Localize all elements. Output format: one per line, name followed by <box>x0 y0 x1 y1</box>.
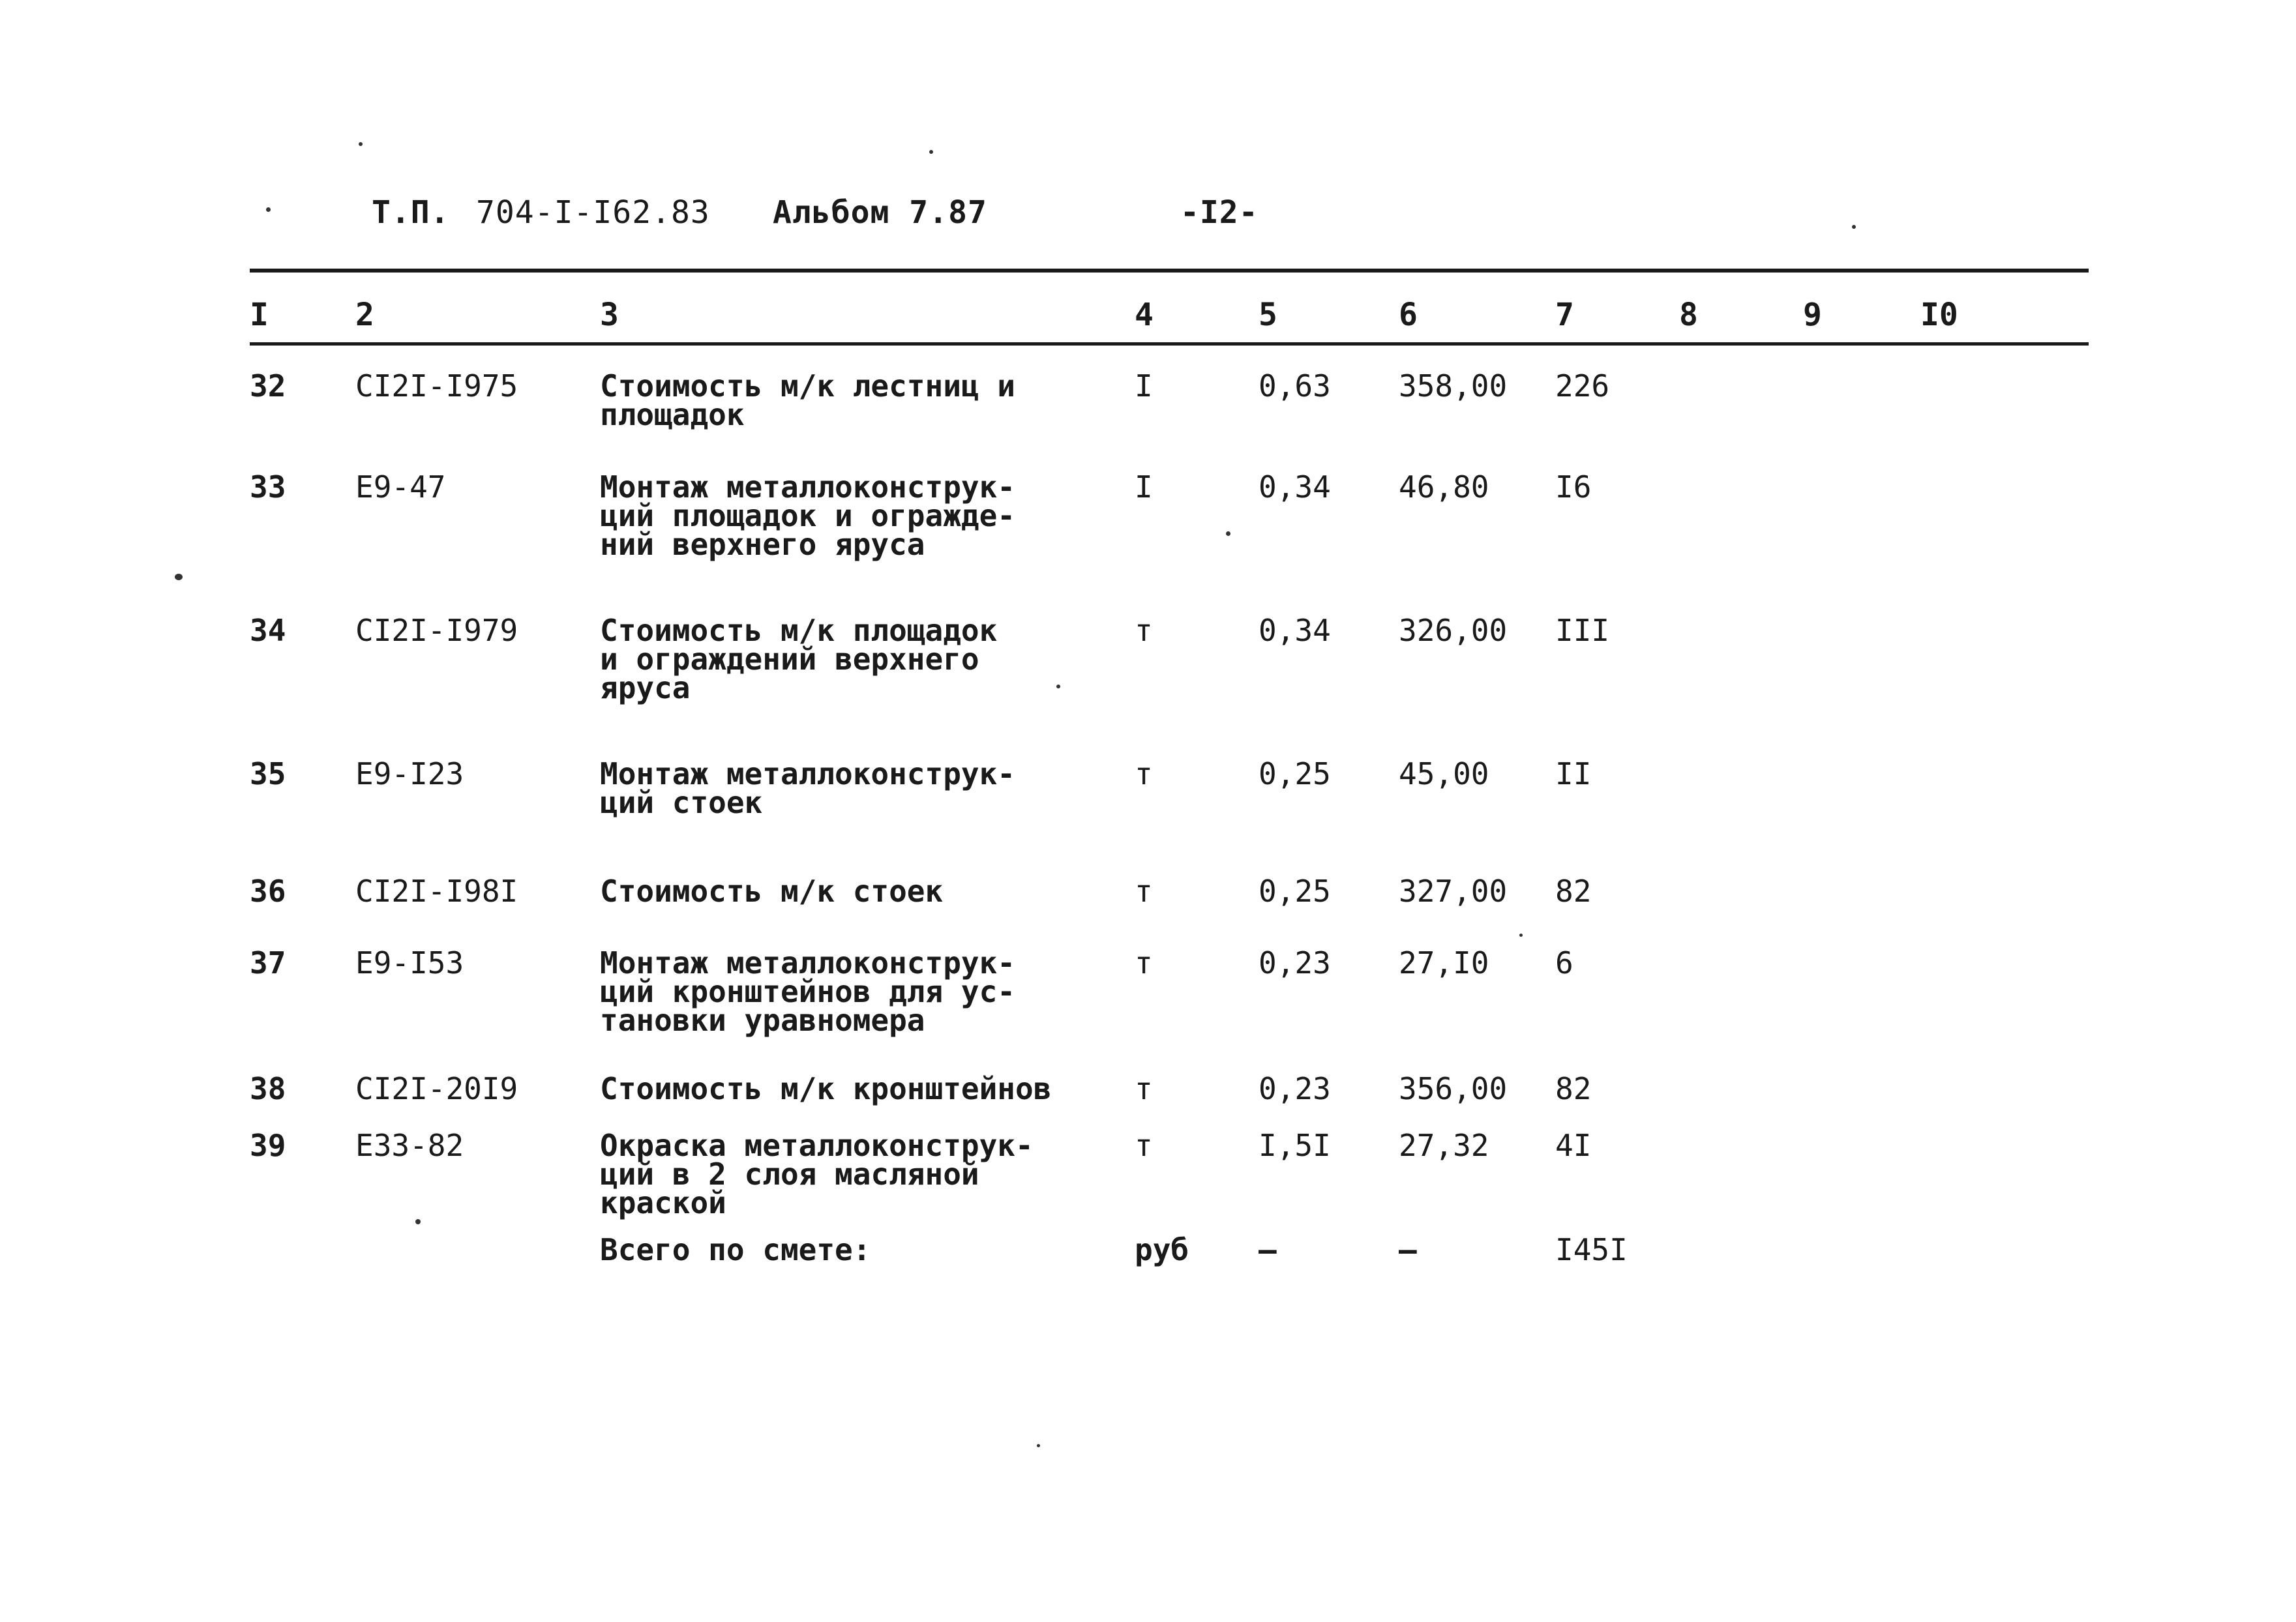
row-number: 33 <box>250 469 286 505</box>
scan-speck <box>1226 531 1230 536</box>
row-quantity: 0,23 <box>1259 945 1331 981</box>
row-quantity: 0,63 <box>1259 368 1331 404</box>
row-price: 27,32 <box>1399 1128 1489 1163</box>
total-quantity: – <box>1259 1232 1277 1267</box>
scan-speck <box>1056 685 1060 688</box>
row-number: 36 <box>250 874 286 909</box>
page-number: -I2- <box>1180 194 1259 231</box>
col-head-1: I <box>250 297 269 333</box>
row-description: Стоимость м/к кронштейнов <box>600 1071 1052 1106</box>
row-number: 39 <box>250 1128 286 1163</box>
project-type: Т.П. <box>372 194 450 231</box>
row-code: Е33-82 <box>355 1128 464 1163</box>
scan-speck <box>929 150 933 154</box>
row-code: Е9-I53 <box>355 945 464 981</box>
row-quantity: 0,25 <box>1259 756 1331 791</box>
row-description: Стоимость м/к лестниц и площадок <box>600 368 1015 432</box>
row-code: CI2I-I979 <box>355 613 518 648</box>
scan-speck <box>1037 1444 1040 1447</box>
row-price: 326,00 <box>1399 613 1508 648</box>
col-head-8: 8 <box>1679 297 1698 333</box>
row-price: 46,80 <box>1399 469 1489 505</box>
album-label: Альбом 7.87 <box>773 194 987 231</box>
row-quantity: I,5I <box>1259 1128 1331 1163</box>
col-head-7: 7 <box>1555 297 1574 333</box>
row-number: 34 <box>250 613 286 648</box>
row-total: II <box>1555 756 1592 791</box>
scan-speck <box>359 142 363 146</box>
row-quantity: 0,23 <box>1259 1071 1331 1106</box>
row-description: Монтаж металлоконструк- ций площадок и огражде- ний верхнего яруса <box>600 469 1015 562</box>
row-number: 38 <box>250 1071 286 1106</box>
row-price: 327,00 <box>1399 874 1508 909</box>
row-number: 32 <box>250 368 286 404</box>
row-code: Е9-47 <box>355 469 446 505</box>
row-quantity: 0,25 <box>1259 874 1331 909</box>
row-unit: т <box>1135 613 1153 648</box>
row-number: 37 <box>250 945 286 981</box>
row-unit: т <box>1135 756 1153 791</box>
col-head-3: 3 <box>600 297 619 333</box>
row-unit: т <box>1135 945 1153 981</box>
total-unit: руб <box>1135 1232 1189 1267</box>
col-head-2: 2 <box>355 297 374 333</box>
total-sum: I45I <box>1555 1232 1628 1267</box>
row-total: III <box>1555 613 1610 648</box>
row-price: 356,00 <box>1399 1071 1508 1106</box>
row-code: CI2I-I975 <box>355 368 518 404</box>
row-code: Е9-I23 <box>355 756 464 791</box>
row-total: 82 <box>1555 1071 1592 1106</box>
row-price: 358,00 <box>1399 368 1508 404</box>
row-total: 4I <box>1555 1128 1592 1163</box>
row-quantity: 0,34 <box>1259 613 1331 648</box>
row-total: 82 <box>1555 874 1592 909</box>
row-code: CI2I-20I9 <box>355 1071 518 1106</box>
total-label: Всего по смете: <box>600 1232 871 1267</box>
scan-speck <box>175 574 183 580</box>
row-total: 6 <box>1555 945 1573 981</box>
total-price: – <box>1399 1232 1417 1267</box>
row-number: 35 <box>250 756 286 791</box>
row-quantity: 0,34 <box>1259 469 1331 505</box>
row-unit: I <box>1135 469 1153 505</box>
col-head-4: 4 <box>1135 297 1154 333</box>
scan-speck <box>1852 225 1856 229</box>
row-code: CI2I-I98I <box>355 874 518 909</box>
row-description: Окраска металлоконструк- ций в 2 слоя масляной краской <box>600 1128 1034 1220</box>
row-description: Стоимость м/к стоек <box>600 874 944 909</box>
col-head-9: 9 <box>1803 297 1822 333</box>
row-unit: т <box>1135 1128 1153 1163</box>
row-description: Монтаж металлоконструк- ций кронштейнов для ус- тановки уравномера <box>600 945 1015 1038</box>
column-header-rule <box>250 342 2089 346</box>
scan-speck <box>415 1219 421 1224</box>
scan-speck <box>1519 934 1523 937</box>
row-price: 45,00 <box>1399 756 1489 791</box>
project-number: 704-I-I62.83 <box>476 194 710 231</box>
row-total: I6 <box>1555 469 1592 505</box>
row-price: 27,I0 <box>1399 945 1489 981</box>
col-head-5: 5 <box>1259 297 1277 333</box>
row-description: Монтаж металлоконструк- ций стоек <box>600 756 1015 820</box>
row-unit: I <box>1135 368 1153 404</box>
row-description: Стоимость м/к площадок и ограждений верхнего яруса <box>600 613 998 705</box>
scan-speck <box>266 207 271 212</box>
row-unit: т <box>1135 874 1153 909</box>
header-rule <box>250 269 2089 273</box>
row-unit: т <box>1135 1071 1153 1106</box>
col-head-6: 6 <box>1399 297 1418 333</box>
row-total: 226 <box>1555 368 1610 404</box>
col-head-10: I0 <box>1920 297 1958 333</box>
